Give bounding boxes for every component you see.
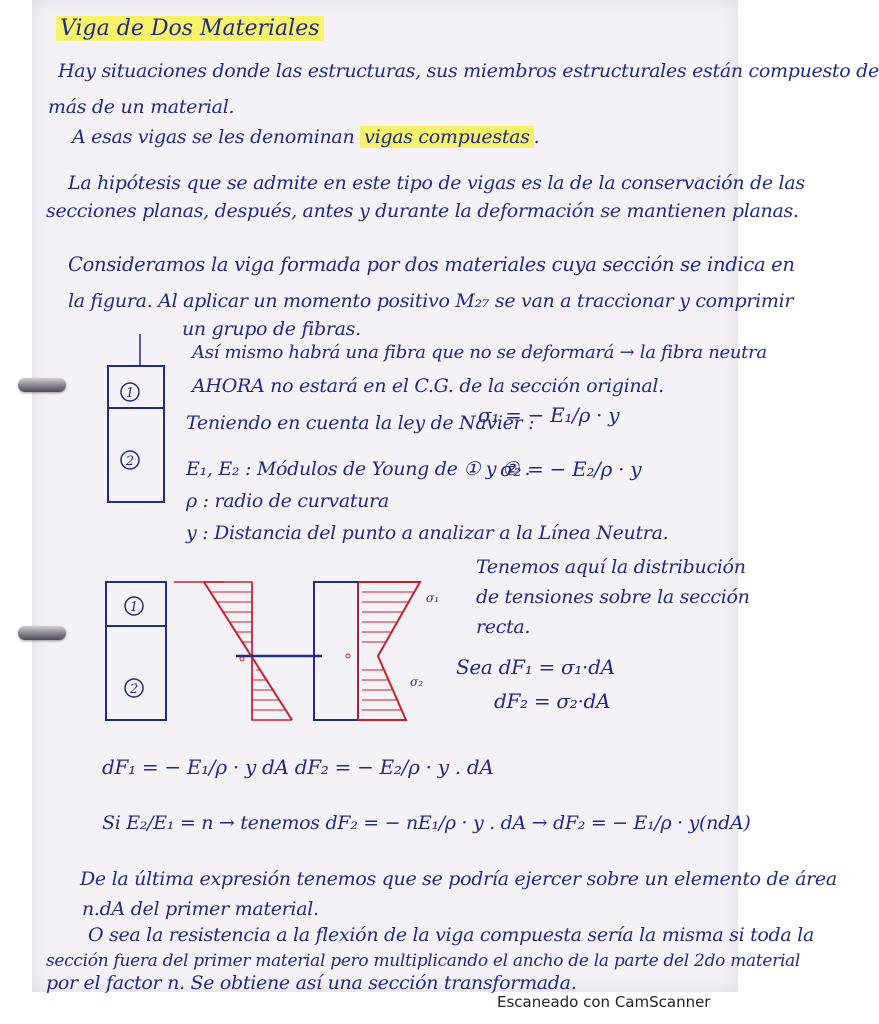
paragraph-1-line-1: Hay situaciones donde las estructuras, sus miembros estructurales están compuesto de	[58, 60, 879, 82]
stress-distribution-diagram	[302, 570, 452, 726]
paragraph-2: A esas vigas se les denominan vigas compuestas .	[72, 126, 540, 148]
distribution-line-3: recta.	[476, 616, 531, 638]
material-2-label: 2	[125, 454, 135, 469]
scanned-page	[32, 0, 879, 994]
sigma2-label: σ₂	[410, 675, 424, 689]
df2-definition: dF₂ = σ₂·dA	[494, 689, 611, 713]
highlighted-term: vigas compuestas	[360, 126, 534, 148]
conclusion-line-5: por el factor n. Se obtiene así una sección transformada.	[46, 972, 577, 994]
binder-ring-bottom	[18, 626, 66, 640]
material-1-label: 1	[125, 386, 135, 401]
note-1: Así mismo habrá una fibra que no se deformará → la fibra neutra	[192, 342, 767, 363]
page-title	[56, 16, 324, 41]
note-3: Teniendo en cuenta la ley de Navier :	[186, 412, 535, 434]
conclusion-line-4: sección fuera del primer material pero multiplicando el ancho de la parte del 2do material	[46, 951, 801, 971]
conclusion-line-2: n.dA del primer material.	[82, 898, 319, 920]
distribution-line-2: de tensiones sobre la sección	[476, 586, 750, 608]
section-outline-3	[314, 582, 358, 720]
equation-row-1: dF₁ = − E₁/ρ · y dA dF₂ = − E₂/ρ · y . dA	[102, 755, 494, 779]
note-6: y : Distancia del punto a analizar a la Línea Neutra.	[186, 522, 669, 544]
note-5: ρ : radio de curvatura	[186, 490, 389, 512]
consider-line-1: Consideramos la viga formada por dos materiales cuya sección se indica en	[68, 253, 795, 276]
stress-profile	[358, 582, 420, 720]
stress-hatching	[362, 592, 414, 710]
binder-ring-top	[18, 378, 66, 392]
section-outline	[108, 366, 164, 502]
distribution-line-1: Tenemos aquí la distribución	[476, 556, 746, 578]
navier-equation-1: σ₁ = − E₁/ρ · y	[478, 403, 620, 427]
df1-definition: Sea dF₁ = σ₁·dA	[456, 655, 615, 679]
paragraph-2-text: A esas vigas se les denominan	[72, 126, 355, 148]
note-2: AHORA no estará en el C.G. de la sección original.	[192, 375, 664, 397]
hypothesis-line-2: secciones planas, después, antes y durante la deformación se mantienen planas.	[46, 200, 799, 222]
material-1-label-2: 1	[129, 600, 139, 615]
strain-diagram	[96, 570, 336, 726]
equation-row-2: Si E₂/E₁ = n → tenemos dF₂ = − nE₁/ρ · y . dA → dF₂ = − E₁/ρ · y(ndA)	[102, 812, 751, 834]
consider-line-2: la figura. Al aplicar un momento positivo M₂₇ se van a traccionar y comprimir	[68, 290, 794, 312]
navier-equation-2: σ₂ = − E₂/ρ · y	[500, 457, 642, 481]
strain-line	[204, 582, 292, 720]
material-2-label-2: 2	[129, 682, 139, 697]
paragraph-1-line-2: más de un material.	[48, 96, 235, 118]
section-diagram	[96, 330, 196, 508]
sigma1-label: σ₁	[426, 591, 440, 605]
hypothesis-line-1: La hipótesis que se admite en este tipo de vigas es la de la conservación de las	[68, 172, 805, 194]
consider-line-3: un grupo de fibras.	[182, 318, 361, 340]
conclusion-line-1: De la última expresión tenemos que se podría ejercer sobre un elemento de área	[80, 868, 837, 890]
conclusion-line-3: O sea la resistencia a la flexión de la viga compuesta sería la misma si toda la	[88, 924, 814, 946]
note-4: E₁, E₂ : Módulos de Young de ① y ② .	[186, 458, 531, 480]
title-text: Viga de Dos Materiales	[56, 16, 324, 41]
scanner-watermark: Escaneado con CamScanner	[497, 993, 711, 1011]
